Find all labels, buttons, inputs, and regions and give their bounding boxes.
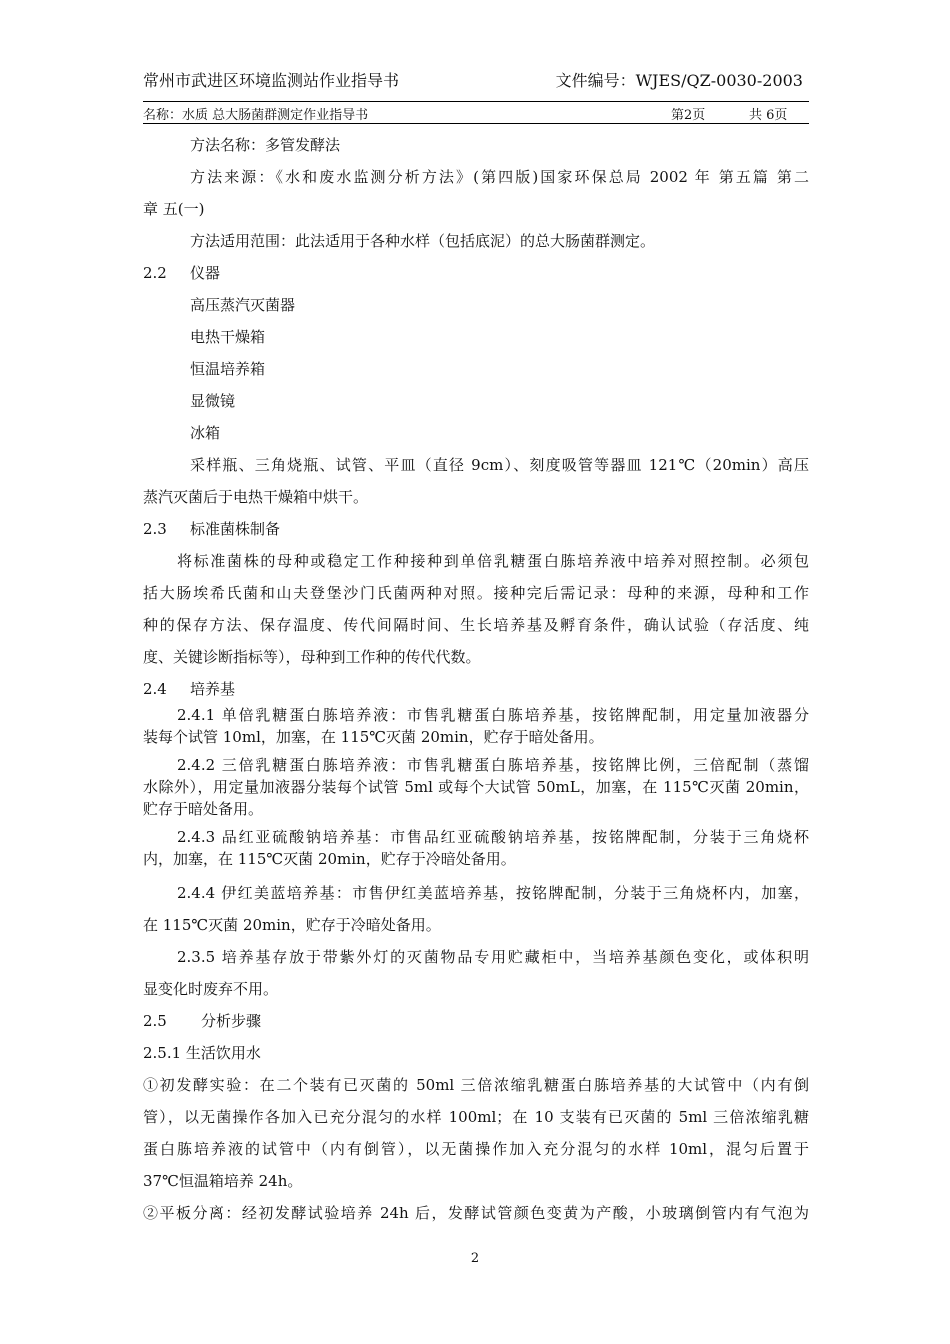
section-2-3-para-line: 度、关键诊断指标等），母种到工作种的传代代数。 — [143, 648, 481, 666]
subsection-2-4-2-line: 水除外），用定量加液器分装每个试管 5ml 或每个大试管 50mL，加塞，在 115℃灭菌 20min， — [143, 778, 809, 796]
section-2-3-heading — [143, 518, 280, 539]
subsection-2-4-2-line: 2.4.2 三倍乳糖蛋白胨培养液：市售乳糖蛋白胨培养基，按铭牌比例，三倍配制（蒸馏 — [177, 756, 809, 774]
section-2-3-para-line: 括大肠埃希氏菌和山夫登堡沙门氏菌两种对照。接种完后需记录：母种的来源，母种和工作 — [143, 584, 809, 602]
section-number: 2.4 — [143, 680, 167, 698]
section-title: 培养基 — [190, 680, 236, 698]
subsection-2-4-1-line: 2.4.1 单倍乳糖蛋白胨培养液：市售乳糖蛋白胨培养基，按铭牌配制，用定量加液器分 — [177, 706, 809, 724]
section-number: 2.2 — [143, 264, 167, 282]
section-2-2-heading — [143, 262, 220, 283]
section-number: 2.5 — [143, 1012, 167, 1030]
document-subheader — [143, 104, 809, 122]
method-name: 方法名称：多管发酵法 — [190, 136, 341, 154]
subsection-2-3-5-line: 显变化时废弃不用。 — [143, 980, 279, 998]
instrument-item: 显微镜 — [190, 392, 236, 410]
step-1-line: 37℃恒温箱培养 24h。 — [143, 1172, 303, 1190]
section-title: 仪器 — [190, 264, 221, 282]
doc-number: 文件编号：WJES/QZ-0030-2003 — [555, 71, 803, 90]
page-number: 2 — [470, 1251, 480, 1266]
subsection-2-4-3-line: 2.4.3 品红亚硫酸钠培养基：市售品红亚硫酸钠培养基，按铭牌配制，分装于三角烧杯 — [177, 828, 809, 846]
subsection-2-4-4-line: 在 115℃灭菌 20min，贮存于冷暗处备用。 — [143, 916, 441, 934]
step-1-line: 蛋白胨培养液的试管中（内有倒管），以无菌操作加入充分混匀的水样 10ml，混匀后置于 — [143, 1140, 809, 1158]
instrument-item: 电热干燥箱 — [190, 328, 266, 346]
org-title: 常州市武进区环境监测站作业指导书 — [143, 71, 400, 90]
section-2-3-para-line: 将标准菌株的母种或稳定工作种接种到单倍乳糖蛋白胨培养液中培养对照控制。必须包 — [177, 552, 809, 570]
subsection-2-4-2-line: 贮存于暗处备用。 — [143, 800, 264, 818]
section-number: 2.3 — [143, 520, 167, 538]
header-divider — [143, 101, 809, 102]
step-1-line: ①初发酵实验：在二个装有已灭菌的 50ml 三倍浓缩乳糖蛋白胨培养基的大试管中（内有倒 — [143, 1076, 809, 1094]
step-2-line: ②平板分离：经初发酵试验培养 24h 后，发酵试管颜色变黄为产酸，小玻璃倒管内有气泡为 — [143, 1204, 809, 1222]
instrument-item: 高压蒸汽灭菌器 — [190, 296, 296, 314]
method-source-line1: 方法来源：《水和废水监测分析方法》(第四版)国家环保总局 2002 年 第五篇 第二 — [190, 168, 809, 186]
total-pages-label: 共 6页 — [749, 108, 788, 123]
instrument-item: 恒温培养箱 — [190, 360, 266, 378]
method-scope: 方法适用范围：此法适用于各种水样（包括底泥）的总大肠菌群测定。 — [190, 232, 656, 250]
section-2-5-heading — [143, 1010, 261, 1031]
step-1-line: 管），以无菌操作各加入已充分混匀的水样 100ml；在 10 支装有已灭菌的 5ml 三倍浓缩乳糖 — [143, 1108, 809, 1126]
section-title: 标准菌株制备 — [190, 520, 281, 538]
glassware-line1: 采样瓶、三角烧瓶、试管、平皿（直径 9cm）、刻度吸管等器皿 121℃（20min）高压 — [190, 456, 809, 474]
method-source-line2: 章 五(一) — [143, 200, 205, 218]
subsection-2-4-4-line: 2.4.4 伊红美蓝培养基：市售伊红美蓝培养基，按铭牌配制，分装于三角烧杯内，加塞， — [177, 884, 809, 902]
subsection-2-5-1-heading: 2.5.1 生活饮用水 — [143, 1044, 261, 1062]
section-title: 分析步骤 — [201, 1012, 262, 1030]
page-label: 第2页 — [671, 108, 706, 123]
subsection-2-3-5-line: 2.3.5 培养基存放于带紫外灯的灭菌物品专用贮藏柜中，当培养基颜色变化，或体积明 — [177, 948, 809, 966]
document-header — [143, 68, 809, 96]
subsection-2-4-3-line: 内，加塞，在 115℃灭菌 20min，贮存于冷暗处备用。 — [143, 850, 516, 868]
doc-name: 名称：水质 总大肠菌群测定作业指导书 — [143, 108, 369, 123]
subheader-divider — [143, 123, 809, 124]
subsection-2-4-1-line: 装每个试管 10ml，加塞，在 115℃灭菌 20min，贮存于暗处备用。 — [143, 728, 604, 746]
section-2-4-heading — [143, 678, 235, 699]
instrument-item: 冰箱 — [190, 424, 221, 442]
glassware-line2: 蒸汽灭菌后于电热干燥箱中烘干。 — [143, 488, 369, 506]
section-2-3-para-line: 种的保存方法、保存温度、传代间隔时间、生长培养基及孵育条件，确认试验（存活度、纯 — [143, 616, 809, 634]
